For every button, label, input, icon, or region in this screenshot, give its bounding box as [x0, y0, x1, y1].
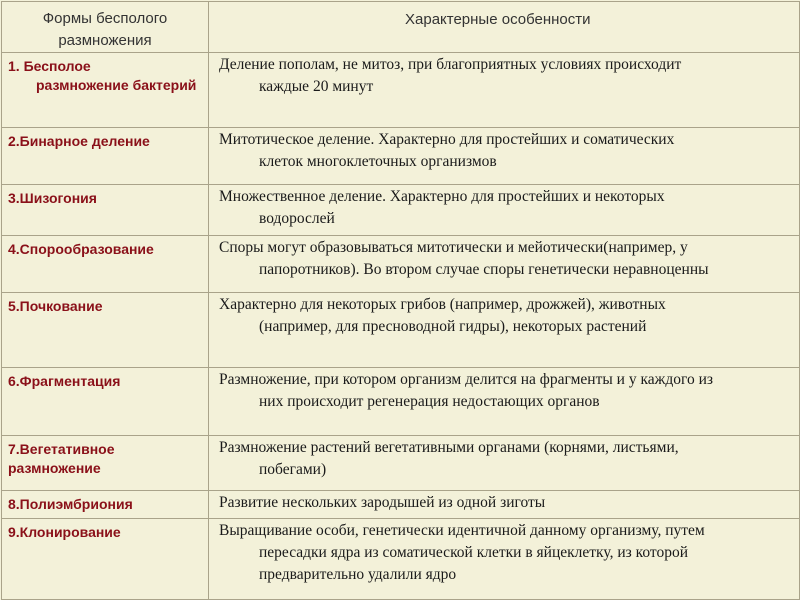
- description-text: Характерно для некоторых грибов (например, дрожжей), животных: [219, 296, 666, 313]
- form-cell: [2, 293, 209, 368]
- form-name: 7.Вегетативное: [8, 441, 115, 457]
- description-text-continued: папоротников). Во втором случае споры генетически неравноценны: [259, 261, 709, 278]
- description-cell: [209, 491, 800, 519]
- description-text-continued: (например, для пресноводной гидры), некоторых растений: [259, 318, 647, 335]
- table-row: [2, 491, 800, 519]
- description-cell: [209, 128, 800, 185]
- form-name: 9.Клонирование: [8, 524, 121, 540]
- form-name: 3.Шизогония: [8, 190, 97, 206]
- description-text: Размножение растений вегетативными органами (корнями, листьями,: [219, 439, 679, 456]
- description-text: Выращивание особи, генетически идентичной данному организму, путем: [219, 522, 705, 539]
- description-cell: [209, 368, 800, 436]
- form-name: 8.Полиэмбриония: [8, 496, 133, 512]
- description-cell: [209, 53, 800, 128]
- form-cell: [2, 519, 209, 600]
- description-text-continued: пересадки ядра из соматической клетки в яйцеклетку, из которой предварительно удалили ядро: [259, 544, 689, 583]
- table-row: [2, 128, 800, 185]
- form-cell: [2, 185, 209, 236]
- description-text-continued: клеток многоклеточных организмов: [259, 153, 497, 170]
- description-text-continued: водорослей: [259, 210, 335, 227]
- description-text-continued: них происходит регенерация недостающих органов: [259, 393, 600, 410]
- table-row: [2, 293, 800, 368]
- description-text: Митотическое деление. Характерно для простейших и соматических: [219, 131, 675, 148]
- description-text: Споры могут образовываться митотически и мейотически(например, у: [219, 239, 688, 256]
- description-cell: [209, 436, 800, 491]
- description-cell: [209, 236, 800, 293]
- form-cell: [2, 368, 209, 436]
- description-cell: [209, 293, 800, 368]
- header-features: Характерные особенности: [209, 2, 800, 53]
- description-cell: [209, 519, 800, 600]
- form-cell: [2, 128, 209, 185]
- table-header-row: [2, 2, 800, 53]
- form-name: 5.Почкование: [8, 298, 103, 314]
- table-row: [2, 368, 800, 436]
- form-cell: [2, 436, 209, 491]
- description-text: Размножение, при котором организм делится на фрагменты и у каждого из: [219, 371, 713, 388]
- form-name: 6.Фрагментация: [8, 373, 121, 389]
- form-name: 4.Спорообразование: [8, 241, 154, 257]
- description-text: Деление пополам, не митоз, при благоприятных условиях происходит: [219, 56, 682, 73]
- form-name-continued: размножение бактерий: [36, 77, 197, 93]
- form-name-continued: размножение: [8, 460, 101, 476]
- table-row: [2, 53, 800, 128]
- table-row: [2, 436, 800, 491]
- description-text-continued: побегами): [259, 461, 327, 478]
- description-text: Развитие нескольких зародышей из одной зиготы: [219, 494, 546, 511]
- form-cell: [2, 53, 209, 128]
- header-forms: Формы бесполого размножения: [2, 2, 209, 53]
- description-cell: [209, 185, 800, 236]
- table-row: [2, 185, 800, 236]
- form-cell: [2, 236, 209, 293]
- table-row: [2, 519, 800, 600]
- form-name: 1. Бесполое: [8, 58, 91, 74]
- reproduction-table: [1, 1, 800, 600]
- table-row: [2, 236, 800, 293]
- description-text-continued: каждые 20 минут: [259, 78, 374, 95]
- description-text: Множественное деление. Характерно для простейших и некоторых: [219, 188, 665, 205]
- form-name: 2.Бинарное деление: [8, 133, 150, 149]
- form-cell: [2, 491, 209, 519]
